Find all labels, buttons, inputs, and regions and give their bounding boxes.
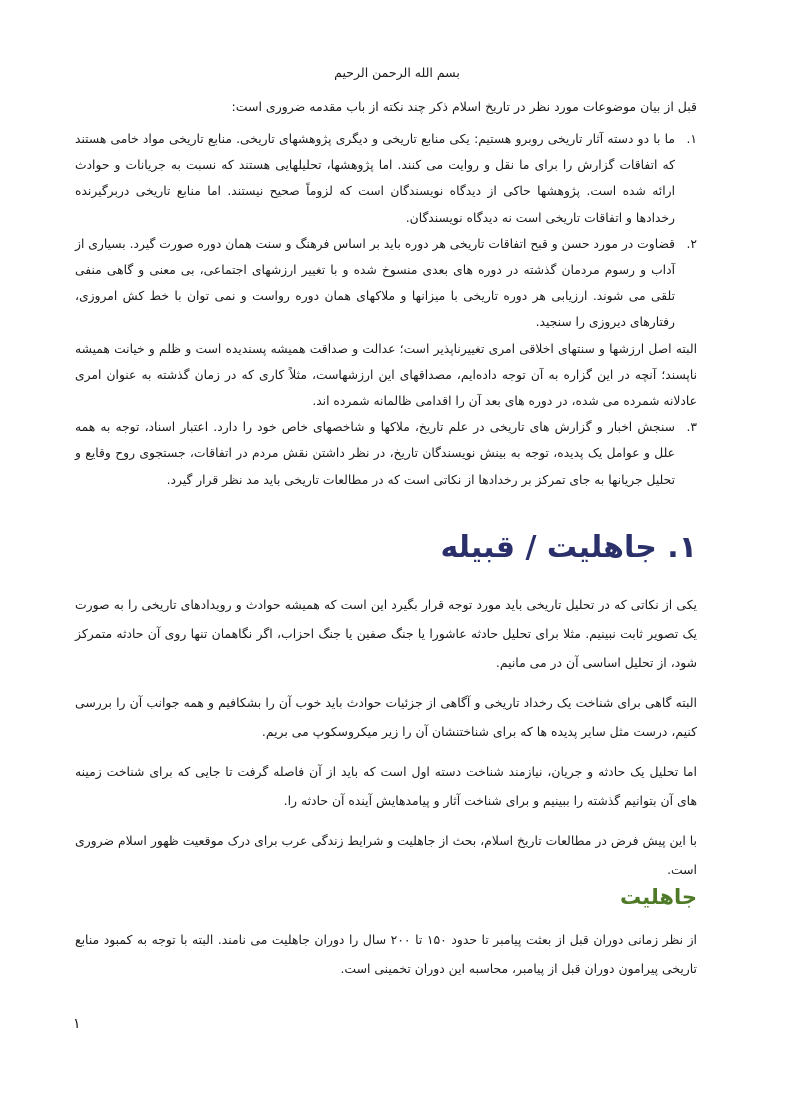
list-item-text: قضاوت در مورد حسن و قبح اتفاقات تاریخی هر دوره باید بر اساس فرهنگ و سنت همان دوره صورت گیرد. بسیاری از آداب و رسوم مردمان گذشته در دوره های بعدی منسوخ شده و با تغییر ارزشهای اجتماعی، بی معنی و گاهی منفی تلقی می شوند. ارزیابی هر دوره تاریخی با میزانها و ملاکهای همان دوره رواست و نمی توان با خط کش امروزی، رفتارهای دیروزی را سنجید. [75, 236, 675, 330]
list-item-text: سنجش اخبار و گزارش های تاریخی در علم تاریخ، ملاکها و شاخصهای خاص خود را دارد. اعتبار اسناد، توجه به همه علل و عوامل یک پدیده، توجه به بینش نویسندگان تاریخ، در نظر داشتن نقش مردم در اتفاقات، جستجوی روح وقایع و تحلیل جریانها به جای تمرکز بر رخدادها از نکاتی است که در مطالعات تاریخی باید مد نظر قرار گیرد. [75, 420, 675, 487]
body-paragraph: اما تحلیل یک حادثه و جریان، نیازمند شناخت دسته اول است که باید از آن فاصله گرفت تا جایی که برای شناخت زمینه های آن بتوانیم گذشته را ببینیم و برای شناخت آثار و پیامدهایش آینده آن حادثه را. [75, 764, 697, 808]
section-heading-jahiliyya-tribe: ۱. جاهلیت / قبیله [440, 530, 697, 565]
list-item-number: ۲. [686, 236, 697, 251]
subsection-heading-jahiliyya: جاهلیت [620, 885, 697, 909]
body-paragraph: البته گاهی برای شناخت یک رخداد تاریخی و آگاهی از جزئیات حوادث باید خوب آن را بشکافیم و همه جوانب آن را بررسی کنیم، درست مثل سایر پدیده ها که برای شناختنشان آن را زیر میکروسکوپ می بریم. [75, 695, 697, 739]
numbered-list [75, 126, 697, 493]
bismillah-header: بسم الله الرحمن الرحیم [334, 65, 460, 80]
list-item-number: ۳. [686, 420, 697, 435]
body-paragraph: با این پیش فرض در مطالعات تاریخ اسلام، بحث از جاهلیت و شرایط زندگی عرب برای درک موقعیت ظهور اسلام ضروری است. [75, 833, 697, 877]
list-item [75, 231, 697, 336]
subsection-body [75, 925, 697, 994]
section-body [75, 590, 697, 895]
body-paragraph: از نظر زمانی دوران قبل از بعثت پیامبر تا حدود ۱۵۰ تا ۲۰۰ سال را دوران جاهلیت می نامند. البته با توجه به کمبود منابع تاریخی پیرامون دوران قبل از پیامبر، محاسبه این دوران تخمینی است. [75, 932, 698, 976]
page-number: ۱ [73, 1016, 81, 1032]
list-item [75, 126, 697, 231]
intro-paragraph: قبل از بیان موضوعات مورد نظر در تاریخ اسلام ذکر چند نکته از باب مقدمه ضروری است: [231, 99, 697, 114]
list-item-number: ۱. [686, 132, 697, 146]
list-item [75, 414, 697, 493]
body-paragraph: یکی از نکاتی که در تحلیل تاریخی باید مورد توجه قرار بگیرد این است که همیشه حوادث و رویدادهای تاریخی را به صورت یک تصویر ثابت نبینیم. مثلا برای تحلیل حادثه عاشورا یا جنگ صفین یا جنگ احزاب، اگر نگاهمان تنها روی آن حادثه متمرکز شود، از تحلیل اساسی آن در می مانیم. [75, 597, 697, 670]
list-item-text: ما با دو دسته آثار تاریخی روبرو هستیم: یکی منابع تاریخی و دیگری پژوهشهای تاریخی. منابع تاریخی مواد خامی هستند که اتفاقات گزارش را برای ما نقل و روایت می کنند. اما پژوهشها، تحلیلهایی هستند که نسبت به جریانات و حوادث ارائه شده است. پژوهشها حاکی از دیدگاه نویسندگان است که لزوماً صحیح نیستند. اما منابع تاریخی دربرگیرنده رخدادها و اتفاقات تاریخی است نه دیدگاه نویسندگان. [75, 132, 675, 225]
list-note-paragraph: البته اصل ارزشها و سنتهای اخلاقی امری تغییرناپذیر است؛ عدالت و صداقت همیشه پسندیده است و ظلم و خیانت همیشه ناپسند؛ آنچه در این گزاره به آن توجه داده‌ایم، مصداقهای این ارزشهاست، مثلاً کاری که در زمان گذشته به عنوان امری عادلانه شمرده می شده، در دوره های بعد آن را اقدامی ظالمانه شمرده اند. [75, 341, 697, 409]
